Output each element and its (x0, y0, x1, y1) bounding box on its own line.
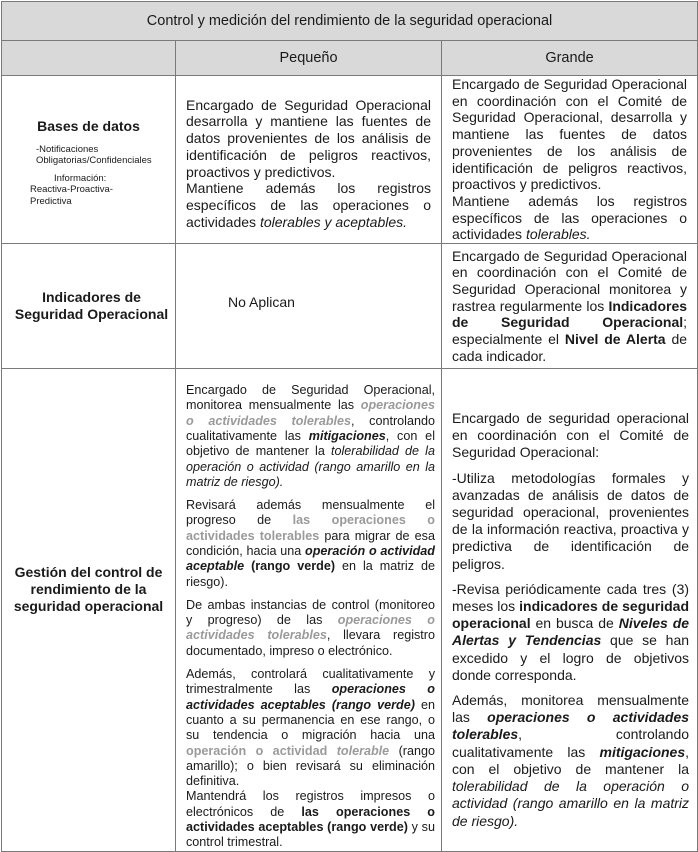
header-empty (2, 41, 176, 76)
management-small-para-2: Revisará además mensualmente el progreso de las operaciones o actividades tolerables para migrar de esa condición, hacia una operación o actividad aceptable (rango verde) en la matriz de riesgo). (186, 498, 435, 589)
management-small-para-4: Además, controlará cualitativamente y trimestralmente las operaciones o actividades aceptables (rango verde) en cuanto a su permanencia en ese rango, o su tendencia o migración hacia una operación o actividad tolerable (rango amarillo); o bien revisará su eliminación definitiva. (186, 667, 435, 789)
databases-note-notifications: -Notificaciones Obligatorias/Confidenciales (36, 144, 152, 167)
header-large: Grande (442, 41, 698, 76)
management-small-para-3: De ambas instancias de control (monitoreo y progreso) de las operaciones o actividades tolerables, llevara registro documentado, impreso o electrónico. (186, 597, 435, 658)
management-small-para-1: Encargado de Seguridad Operacional, monitorea mensualmente las operaciones o actividades tolerables, controlando cualitativamente las mitigaciones, con el objetivo de mantener la tolerabilidad de la operación o actividad (rango amarillo en la matriz de riesgo). (186, 383, 435, 489)
indicators-large-text: Encargado de Seguridad Operacional en coordinación con el Comité de Seguridad Operacional monitorea y rastrea regularmente los Indicadores de Seguridad Operacional; especialmente el Nivel de Alerta de cada indicador. (452, 247, 688, 364)
databases-large-text-1: Encargado de Seguridad Operacional en coordinación con el Comité de Seguridad Operacional, desarrolla y mantiene las fuentes de datos provenientes de los análisis de identificación de peligros reactivos, proactivos y predictivos. (452, 76, 688, 193)
databases-label: Bases de datos (37, 118, 140, 134)
cell-management-large (442, 369, 698, 852)
management-small-para-5: Mantendrá los registros impresos o electrónicos de las operaciones o actividades aceptables (rango verde) y su control trimestral. (186, 789, 435, 850)
row-label-databases (2, 76, 176, 244)
management-large-para-4: Además, monitorea mensualmente las operaciones o actividades tolerables, controlando cualitativamente las mitigaciones, con el objetivo de mantener la tolerabilidad de la operación o actividad (rango amarillo en la matriz de riesgo). (452, 692, 690, 829)
indicators-label-line1: Indicadores de (42, 289, 141, 306)
cell-indicators-small (176, 244, 442, 369)
databases-small-text-2: Mantiene además los registros específicos de las operaciones o actividades tolerables y aceptables. (186, 180, 431, 230)
management-large-para-2: -Utiliza metodologías formales y avanzadas de análisis de datos de seguridad operacional, provenientes de la información reactiva, proactiva y predictiva de identificación de peligros. (452, 469, 690, 572)
databases-large-text-2: Mantiene además los registros específicos de las operaciones o actividades tolerables. (452, 192, 688, 243)
row-label-indicators (2, 244, 176, 369)
row-label-management (2, 369, 176, 852)
cell-management-small (176, 369, 442, 852)
databases-note-info-title: Información: (54, 172, 107, 184)
indicators-label-line2: Seguridad Operacional (14, 306, 169, 323)
cell-databases-small (176, 76, 442, 244)
databases-note-info-types: Reactiva-Proactiva-Predictiva (30, 184, 113, 207)
management-large-para-1: Encargado de seguridad operacional en coordinación con el Comité de Seguridad Operacional: (452, 410, 690, 461)
indicators-small-text: No Aplican (228, 294, 295, 311)
management-label: Gestión del control de rendimiento de la seguridad operacional (13, 564, 164, 615)
cell-databases-large (442, 76, 698, 244)
header-small: Pequeño (176, 41, 442, 76)
databases-small-text-1: Encargado de Seguridad Operacional desarrolla y mantiene las fuentes de datos provenientes de los análisis de identificación de peligros reactivos, proactivos y predictivos. (186, 96, 431, 180)
cell-indicators-large (442, 244, 698, 369)
table-title: Control y medición del rendimiento de la seguridad operacional (2, 2, 698, 41)
management-large-para-3: -Revisa periódicamente cada tres (3) meses los indicadores de seguridad operacional en busca de Niveles de Alertas y Tendencias que se han excedido y el logro de objetivos donde corresponda. (452, 580, 690, 683)
performance-control-table (1, 1, 698, 852)
